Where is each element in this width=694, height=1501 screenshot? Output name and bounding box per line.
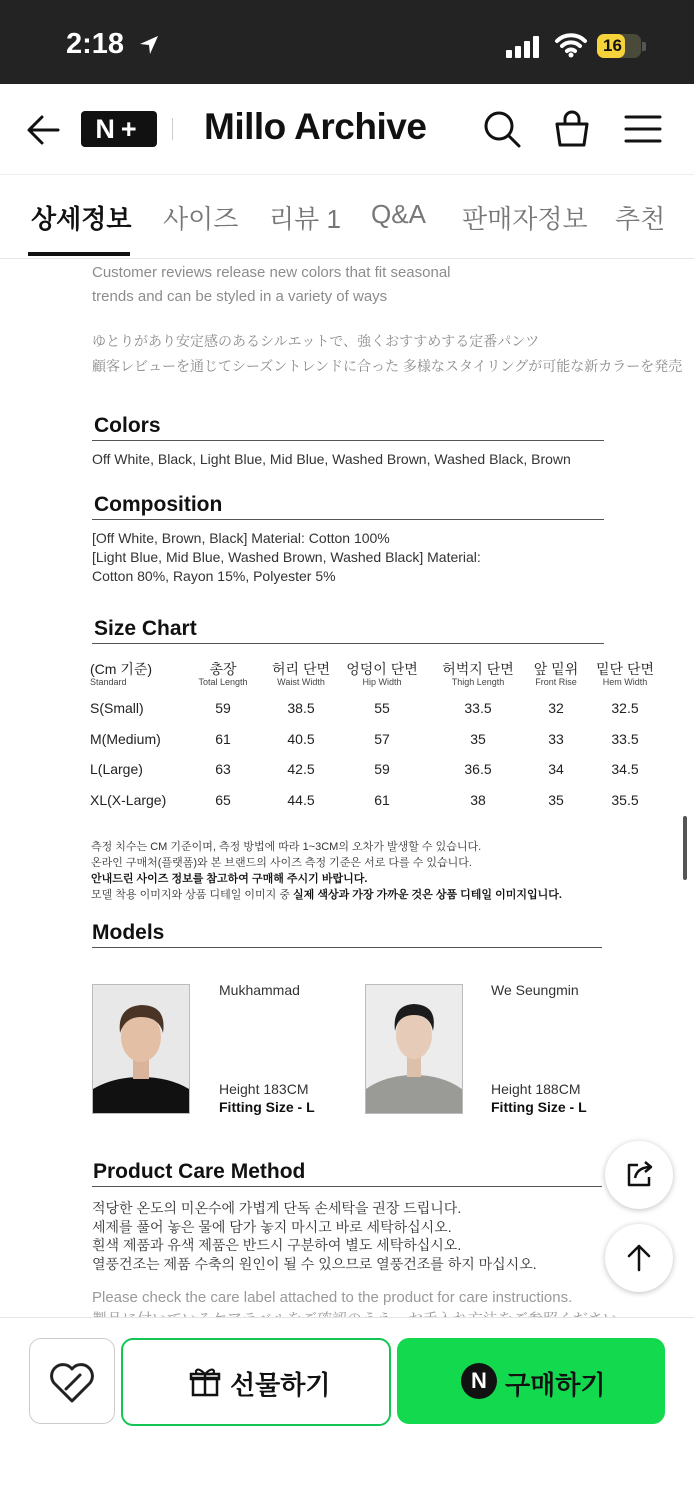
active-tab-indicator — [28, 252, 130, 256]
table-cell: 57 — [374, 730, 390, 747]
table-header: 총장 Total Length — [198, 661, 248, 687]
share-button[interactable] — [605, 1141, 673, 1209]
table-cell: 63 — [215, 761, 231, 778]
model-name: We Seungmin — [491, 982, 579, 998]
tab-recommend[interactable]: 추천 — [615, 204, 666, 234]
scrollbar[interactable] — [683, 816, 687, 880]
size-note: 온라인 구매처(플랫폼)와 본 브랜드의 사이즈 측정 기준은 서로 다를 수 있습니다. — [91, 857, 472, 869]
table-cell: 55 — [374, 700, 390, 716]
table-cell: 36.5 — [464, 761, 492, 778]
search-icon[interactable] — [481, 108, 523, 150]
table-header: 엉덩이 단면 Hip Width — [346, 661, 418, 687]
table-cell: 61 — [215, 730, 231, 747]
product-detail-content — [0, 259, 694, 1317]
table-header: 밑단 단면 Hem Width — [596, 661, 654, 687]
composition-line: Cotton 80%, Rayon 15%, Polyester 5% — [92, 568, 336, 584]
care-line: 흰색 제품과 유색 제품은 반드시 구분하여 별도 세탁하십시오. — [92, 1237, 462, 1253]
table-cell: 42.5 — [287, 761, 315, 778]
store-title[interactable]: Millo Archive — [204, 106, 427, 147]
table-header: 허벅지 단면 Thigh Length — [442, 661, 514, 687]
table-header: 허리 단면 Waist Width — [272, 661, 330, 687]
menu-icon[interactable] — [622, 108, 664, 150]
gift-icon — [189, 1366, 221, 1398]
table-cell: 65 — [215, 792, 231, 809]
status-bar — [0, 0, 694, 84]
shopping-bag-icon[interactable] — [551, 108, 593, 150]
care-title: Product Care Method — [93, 1160, 306, 1183]
arrow-up-icon — [605, 1224, 673, 1292]
tab-seller-info[interactable]: 판매자정보 — [462, 204, 588, 234]
table-cell: 33.5 — [464, 700, 492, 716]
model-height: Height 183CM — [219, 1081, 309, 1097]
battery-level: 16 — [603, 36, 622, 55]
buy-label: 구매하기 — [505, 1370, 606, 1400]
intro-jp-line: 顧客レビューを通じてシーズントレンドに合った 多様なスタイリングが可能な新カラーを発売 — [92, 358, 683, 374]
colors-title: Colors — [94, 414, 161, 437]
size-label-cell: XL(X-Large) — [90, 792, 167, 809]
tab-size[interactable]: 사이즈 — [163, 204, 239, 234]
divider — [172, 118, 173, 140]
care-line: 적당한 온도의 미온수에 가볍게 단독 손세탁을 권장 드립니다. — [92, 1200, 462, 1216]
table-cell: 38.5 — [287, 700, 315, 716]
table-cell: 59 — [374, 761, 390, 778]
battery-icon — [597, 34, 641, 58]
table-cell: 44.5 — [287, 792, 315, 809]
size-note: 모델 착용 이미지와 상품 디테일 이미지 중 실제 색상과 가장 가까운 것은 상품 디테일 이미지입니다. — [91, 889, 562, 901]
purchase-bar — [0, 1317, 694, 1501]
table-header: (Cm 기준) Standard — [90, 661, 153, 687]
intro-jp-line: ゆとりがあり安定感のあるシルエットで、強くおすすめする定番パンツ — [92, 333, 540, 349]
table-cell: 35 — [470, 730, 486, 747]
table-header: 앞 밑위 Front Rise — [533, 661, 579, 687]
table-cell: 33 — [548, 730, 564, 747]
model-fitting-size: Fitting Size - L — [219, 1099, 315, 1115]
tab-qna[interactable]: Q&A — [371, 199, 426, 229]
size-chart-title: Size Chart — [94, 617, 197, 640]
share-icon — [605, 1141, 673, 1209]
table-cell: 32 — [548, 700, 564, 716]
buy-button[interactable] — [397, 1338, 665, 1424]
back-arrow-icon[interactable] — [24, 110, 64, 150]
composition-line: [Light Blue, Mid Blue, Washed Brown, Washed Black] Material: — [92, 549, 481, 565]
size-label-cell: S(Small) — [90, 700, 144, 716]
model-height: Height 188CM — [491, 1081, 581, 1097]
models-title: Models — [92, 921, 165, 944]
table-cell: 40.5 — [287, 730, 315, 747]
table-cell: 33.5 — [611, 730, 639, 747]
care-en: Please check the care label attached to the product for care instructions. — [92, 1289, 573, 1306]
care-line: 열풍건조는 제품 수축의 원인이 될 수 있으므로 열풍건조를 하지 마십시오. — [92, 1256, 537, 1272]
table-cell: 32.5 — [611, 700, 639, 716]
colors-text: Off White, Black, Light Blue, Mid Blue, Washed Brown, Washed Black, Brown — [92, 451, 571, 467]
model-fitting-size: Fitting Size - L — [491, 1099, 587, 1115]
naver-plus-logo[interactable]: N+ — [81, 111, 157, 147]
app-header — [0, 84, 694, 175]
intro-en-line: trends and can be styled in a variety of ways — [92, 288, 388, 305]
scroll-top-button[interactable] — [605, 1224, 673, 1292]
size-label-cell: M(Medium) — [90, 730, 161, 747]
size-label-cell: L(Large) — [90, 761, 143, 778]
table-cell: 34.5 — [611, 761, 639, 778]
size-note: 측정 치수는 CM 기준이며, 측정 방법에 따라 1~3CM의 오차가 발생할 수 있습니다. — [91, 841, 482, 853]
heart-icon — [30, 1339, 114, 1423]
model-name: Mukhammad — [219, 982, 300, 998]
location-arrow-icon — [138, 34, 160, 56]
wishlist-button[interactable] — [29, 1338, 115, 1424]
table-cell: 61 — [374, 792, 390, 809]
table-cell: 35.5 — [611, 792, 639, 809]
signal-icon — [506, 36, 542, 58]
size-note: 안내드린 사이즈 정보를 참고하여 구매해 주시기 바랍니다. — [91, 873, 368, 885]
table-cell: 38 — [470, 792, 486, 809]
tab-detail[interactable]: 상세정보 — [31, 204, 132, 234]
gift-button[interactable] — [121, 1338, 391, 1426]
naver-pay-icon: N — [461, 1363, 497, 1399]
product-tabs — [0, 174, 694, 259]
status-time: 2:18 — [66, 28, 125, 60]
model-photo-2[interactable] — [365, 984, 463, 1114]
tab-review[interactable]: 리뷰 1 — [269, 204, 341, 234]
composition-line: [Off White, Brown, Black] Material: Cotton 100% — [92, 530, 390, 546]
composition-title: Composition — [94, 493, 223, 516]
table-cell: 59 — [215, 700, 231, 716]
table-cell: 34 — [548, 761, 564, 778]
care-line: 세제를 풀어 놓은 물에 담가 놓지 마시고 바로 세탁하십시오. — [92, 1219, 452, 1235]
table-cell: 35 — [548, 792, 564, 809]
wifi-icon — [555, 32, 587, 58]
intro-en-line: Customer reviews release new colors that fit seasonal — [92, 264, 451, 281]
model-photo-1[interactable] — [92, 984, 190, 1114]
gift-label: 선물하기 — [230, 1370, 331, 1400]
